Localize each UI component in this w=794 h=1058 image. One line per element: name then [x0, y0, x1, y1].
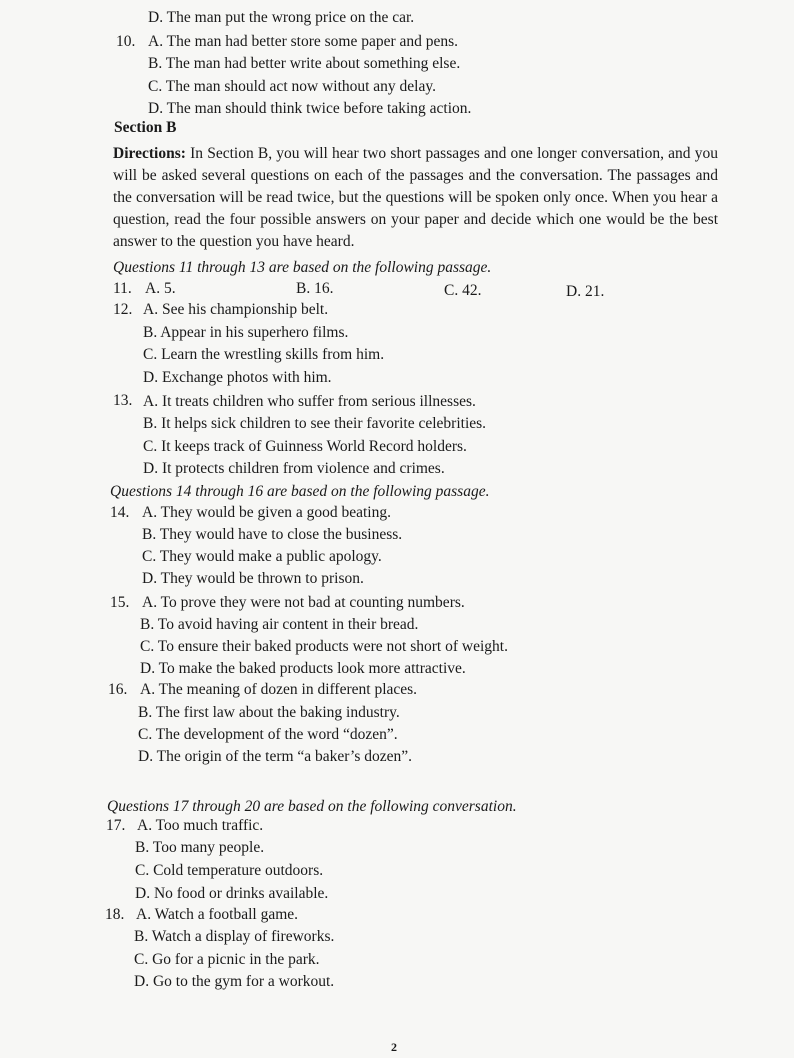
q17-option-d: D. No food or drinks available. — [135, 885, 329, 902]
q18-option-a: A. Watch a football game. — [136, 906, 299, 923]
q12-number: 12. — [113, 301, 133, 318]
q16-option-a: A. The meaning of dozen in different places. — [140, 681, 418, 698]
q10-option-d: D. The man should think twice before taking action. — [148, 100, 472, 117]
q10-option-c: C. The man should act now without any delay. — [148, 78, 436, 95]
q12-option-c: C. Learn the wrestling skills from him. — [143, 346, 385, 363]
q11-number: 11. — [113, 280, 132, 297]
q17-option-a: A. Too much traffic. — [137, 817, 264, 834]
q9-option-d: D. The man put the wrong price on the car. — [148, 9, 415, 26]
q15-number: 15. — [110, 594, 130, 611]
q14-option-d: D. They would be thrown to prison. — [142, 570, 364, 587]
q14-option-a: A. They would be given a good beating. — [142, 504, 391, 521]
q16-option-c: C. The development of the word “dozen”. — [138, 726, 398, 743]
q13-number: 13. — [113, 392, 133, 409]
q12-option-d: D. Exchange photos with him. — [143, 369, 332, 386]
section-b-directions — [113, 143, 718, 253]
q15-option-b: B. To avoid having air content in their bread. — [140, 616, 419, 633]
q11-option-d: D. 21. — [566, 283, 605, 300]
q12-option-b: B. Appear in his superhero films. — [143, 324, 349, 341]
q17-option-c: C. Cold temperature outdoors. — [135, 862, 324, 879]
q15-option-c: C. To ensure their baked products were not short of weight. — [140, 638, 508, 655]
q11-option-c: C. 42. — [444, 282, 482, 299]
q18-number: 18. — [105, 906, 125, 923]
q17-number: 17. — [106, 817, 126, 834]
q12-option-a: A. See his championship belt. — [143, 301, 329, 318]
q14-option-b: B. They would have to close the business. — [142, 526, 403, 543]
q16-number: 16. — [108, 681, 128, 698]
directions-text: In Section B, you will hear two short passages and one longer conversation, and you will be asked several questions on each of the passages and the conversation. The passages and the conversation will be read twice, but the questions will be spoken only once. When you hear a question, read the four possible answers on your paper and decide which one would be the best answer to the question you have heard. — [113, 145, 718, 250]
page-number: 2 — [391, 1040, 397, 1054]
section-b-heading: Section B — [114, 119, 177, 136]
directions-label: Directions: — [113, 145, 186, 162]
q16-option-b: B. The first law about the baking industry. — [138, 704, 400, 721]
q14-number: 14. — [110, 504, 130, 521]
q11-option-b: B. 16. — [296, 280, 334, 297]
q13-option-c: C. It keeps track of Guinness World Record holders. — [143, 438, 467, 455]
q15-option-d: D. To make the baked products look more attractive. — [140, 660, 466, 677]
q16-option-d: D. The origin of the term “a baker’s dozen”. — [138, 748, 413, 765]
q10-number: 10. — [116, 33, 136, 50]
q15-option-a: A. To prove they were not bad at counting numbers. — [142, 594, 465, 611]
group3-intro: Questions 17 through 20 are based on the following conversation. — [107, 798, 517, 815]
q14-option-c: C. They would make a public apology. — [142, 548, 382, 565]
q18-option-b: B. Watch a display of fireworks. — [134, 928, 335, 945]
q11-option-a: A. 5. — [145, 280, 176, 297]
q10-option-a: A. The man had better store some paper and pens. — [148, 33, 459, 50]
group1-intro: Questions 11 through 13 are based on the following passage. — [113, 259, 492, 276]
q13-option-b: B. It helps sick children to see their favorite celebrities. — [143, 415, 487, 432]
q17-option-b: B. Too many people. — [135, 839, 265, 856]
q10-option-b: B. The man had better write about something else. — [148, 55, 461, 72]
q18-option-c: C. Go for a picnic in the park. — [134, 951, 320, 968]
q13-option-a: A. It treats children who suffer from serious illnesses. — [143, 393, 476, 410]
q18-option-d: D. Go to the gym for a workout. — [134, 973, 335, 990]
q13-option-d: D. It protects children from violence and crimes. — [143, 460, 445, 477]
group2-intro: Questions 14 through 16 are based on the following passage. — [110, 483, 490, 500]
